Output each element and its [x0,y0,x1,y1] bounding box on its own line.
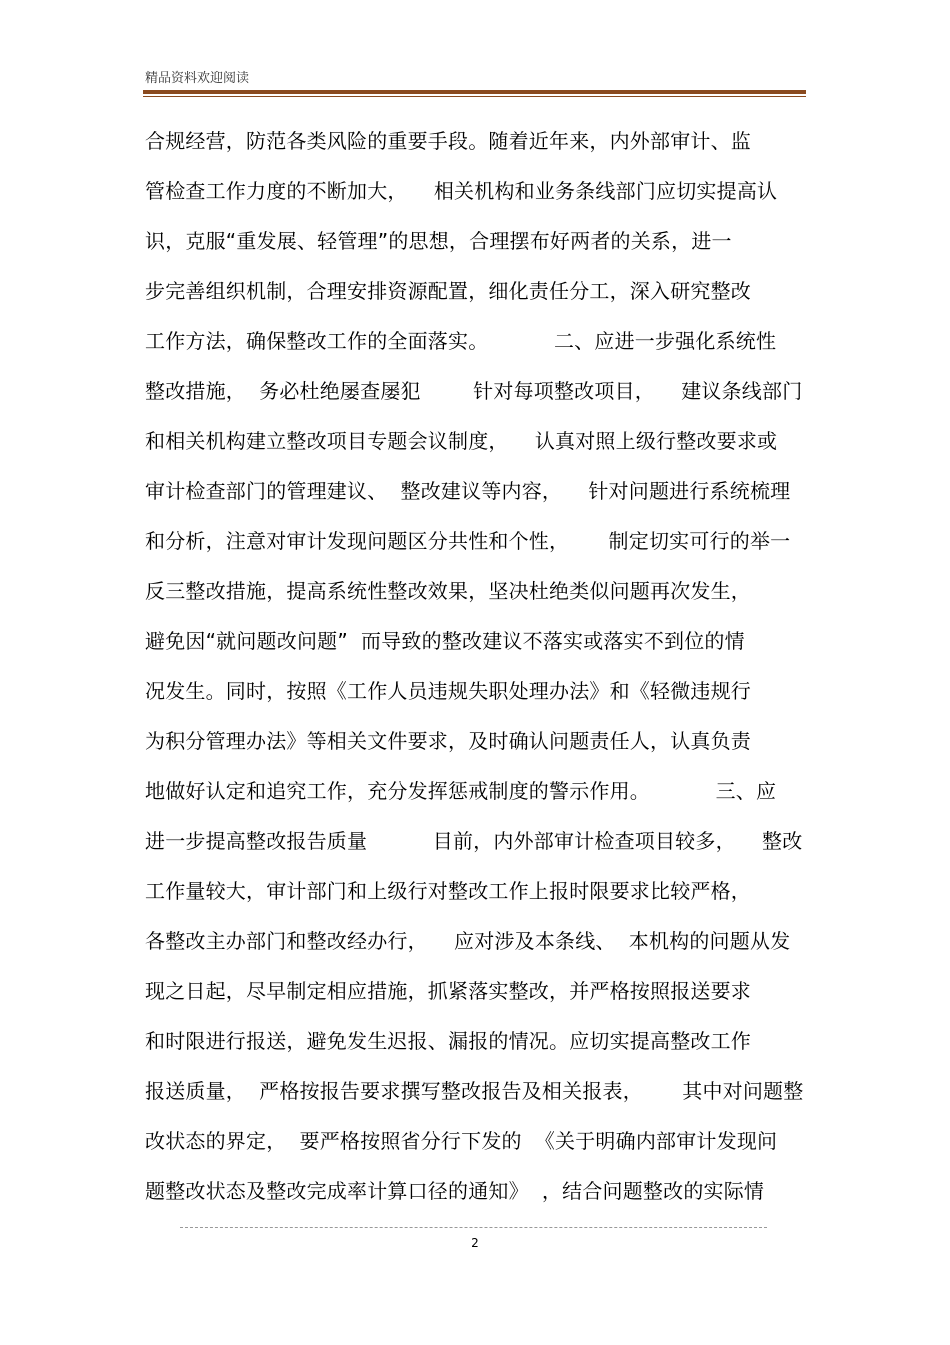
header-rule-thin [143,96,806,97]
header-text: 精品资料欢迎阅读 [145,71,250,86]
text-line: 管检查工作力度的不断加大， 相关机构和业务条线部门应切实提高认 [145,179,778,203]
text-line: 整改措施， 务必杜绝屡查屡犯 针对每项整改项目， 建议条线部门 [145,379,803,403]
text-line: 为积分管理办法》等相关文件要求，及时确认问题责任人，认真负责 [145,729,751,753]
text-line: 工作方法，确保整改工作的全面落实。 二、应进一步强化系统性 [145,329,777,353]
text-line: 步完善组织机制，合理安排资源配置，细化责任分工，深入研究整改 [145,279,751,303]
footer-rule [180,1227,767,1228]
text-line: 地做好认定和追究工作，充分发挥惩戒制度的警示作用。 三、应 [145,779,777,803]
text-line: 况发生。同时，按照《工作人员违规失职处理办法》和《轻微违规行 [145,679,751,703]
text-line: 反三整改措施，提高系统性整改效果，坚决杜绝类似问题再次发生， [145,579,751,603]
text-line: 识，克服“重发展、轻管理”的思想，合理摆布好两者的关系，进一 [145,229,732,253]
text-line: 各整改主办部门和整改经办行， 应对涉及本条线、 本机构的问题从发 [145,929,791,953]
text-line: 题整改状态及整改完成率计算口径的通知》 ，结合问题整改的实际情 [145,1179,765,1203]
text-line: 和相关机构建立整改项目专题会议制度， 认真对照上级行整改要求或 [145,429,778,453]
body-text [145,124,810,1224]
page-number: 2 [471,1236,479,1250]
text-line: 合规经营，防范各类风险的重要手段。随着近年来，内外部审计、监 [145,129,751,153]
header-rule-thick [143,90,806,94]
text-line: 工作量较大，审计部门和上级行对整改工作上报时限要求比较严格， [145,879,751,903]
text-line: 改状态的界定， 要严格按照省分行下发的 《关于明确内部审计发现问 [145,1129,778,1153]
text-line: 和分析，注意对审计发现问题区分共性和个性， 制定切实可行的举一 [145,529,791,553]
text-line: 审计检查部门的管理建议、 整改建议等内容， 针对问题进行系统梳理 [145,479,791,503]
text-line: 报送质量， 严格按报告要求撰写整改报告及相关报表， 其中对问题整 [145,1079,804,1103]
text-line: 进一步提高整改报告质量 目前，内外部审计检查项目较多， 整改 [145,829,803,853]
text-line: 现之日起，尽早制定相应措施，抓紧落实整改，并严格按照报送要求 [145,979,751,1003]
text-line: 避免因“就问题改问题” 而导致的整改建议不落实或落实不到位的情 [145,629,745,653]
text-line: 和时限进行报送，避免发生迟报、漏报的情况。应切实提高整改工作 [145,1029,751,1053]
